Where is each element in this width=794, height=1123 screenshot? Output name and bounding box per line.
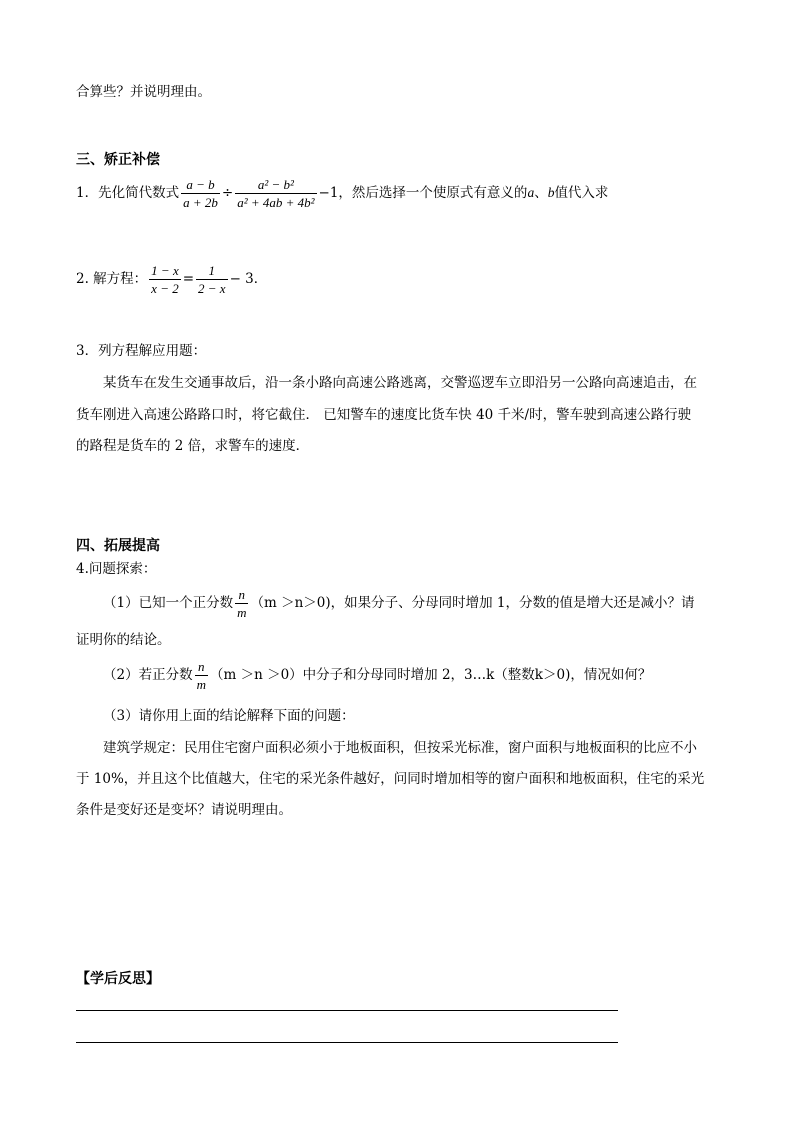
q1-fraction-2 xyxy=(235,178,316,209)
q1-frac1-numerator: a − b xyxy=(181,178,220,194)
p1-frac-denominator: m xyxy=(237,605,247,620)
q1-prefix: 1．先化简代数式 xyxy=(76,185,180,201)
p1-condition: （m ＞n＞0)，如果分子、分母同时增加 1，分数的值是增大还是减小？请 xyxy=(250,595,695,611)
continued-text: 合算些？并说明理由。 xyxy=(76,84,211,100)
question-3-title: 3．列方程解应用题： xyxy=(76,343,207,359)
question-4-part-1-line-2: 证明你的结论。 xyxy=(76,632,171,648)
q1-fraction-1 xyxy=(181,178,220,209)
reflection-title: 【学后反思】 xyxy=(76,971,160,987)
question-3-line-3: 的路程是货车的 2 倍，求警车的速度． xyxy=(76,438,310,454)
p2-frac-denominator: m xyxy=(196,677,206,692)
p1-fraction xyxy=(235,588,248,619)
section-3-title: 三、矫正补偿 xyxy=(76,152,160,168)
q1-suffix: 值代入求 xyxy=(554,185,609,201)
p2-suffix: （m ＞n ＞0）中分子和分母同时增加 2，3…k（整数k＞0)，情况如何？ xyxy=(209,667,652,683)
question-4-part-3-title: （3）请你用上面的结论解释下面的问题： xyxy=(103,708,355,724)
question-2 xyxy=(76,264,267,295)
p2-prefix: （2）若正分数 xyxy=(103,667,193,683)
question-4-part-3-line-3: 条件是变好还是变坏？请说明理由。 xyxy=(76,802,292,818)
q1-divide-sign: ÷ xyxy=(221,185,234,201)
q1-var-b: b xyxy=(547,185,555,200)
question-3-line-2: 货车刚进入高速公路路口时，将它截住． 已知警车的速度比货车快 40 千米/时，警车驶到高速公路行驶 xyxy=(76,407,692,423)
question-4-part-1 xyxy=(103,588,695,619)
q2-frac1-denominator: x − 2 xyxy=(151,281,179,296)
q2-fraction-1 xyxy=(149,264,181,295)
q1-var-a: a xyxy=(527,185,535,200)
question-4-part-3-line-1: 建筑学规定：民用住宅窗户面积必须小于地板面积，但按采光标准，窗户面积与地板面积的比应不小 xyxy=(103,740,697,756)
q1-frac2-denominator: a² + 4ab + 4b² xyxy=(237,195,315,210)
q1-after-fraction: −1，然后选择一个使原式有意义的 xyxy=(318,185,528,201)
q2-frac2-numerator: 1 xyxy=(196,264,228,280)
p1-prefix: （1）已知一个正分数 xyxy=(103,595,234,611)
q2-equals-sign: = xyxy=(182,271,195,287)
answer-line-1 xyxy=(76,1010,618,1011)
q2-frac2-denominator: 2 − x xyxy=(198,281,226,296)
q2-frac1-numerator: 1 − x xyxy=(151,263,179,278)
question-4-title: 4.问题探索： xyxy=(76,561,157,577)
q2-suffix: − 3． xyxy=(229,271,268,287)
question-1 xyxy=(76,178,608,209)
q1-frac2-numerator: a² − b² xyxy=(235,178,316,194)
question-4-part-3-line-2: 于 10%，并且这个比值越大，住宅的采光条件越好，问同时增加相等的窗户面积和地板面积，住宅的采光 xyxy=(76,771,705,787)
q2-prefix: 2. 解方程： xyxy=(76,271,148,287)
question-4-part-2 xyxy=(103,660,651,691)
p2-fraction xyxy=(195,660,208,691)
q1-frac1-denominator: a + 2b xyxy=(183,195,218,210)
p2-frac-numerator: n xyxy=(195,660,208,676)
q2-fraction-2 xyxy=(196,264,228,295)
section-4-title: 四、拓展提高 xyxy=(76,538,160,554)
question-3-line-1: 某货车在发生交通事故后，沿一条小路向高速公路逃离，交警巡逻车立即沿另一公路向高速追击，在 xyxy=(103,375,697,391)
answer-line-2 xyxy=(76,1042,618,1043)
p1-frac-numerator: n xyxy=(235,588,248,604)
q1-separator: 、 xyxy=(534,185,548,201)
